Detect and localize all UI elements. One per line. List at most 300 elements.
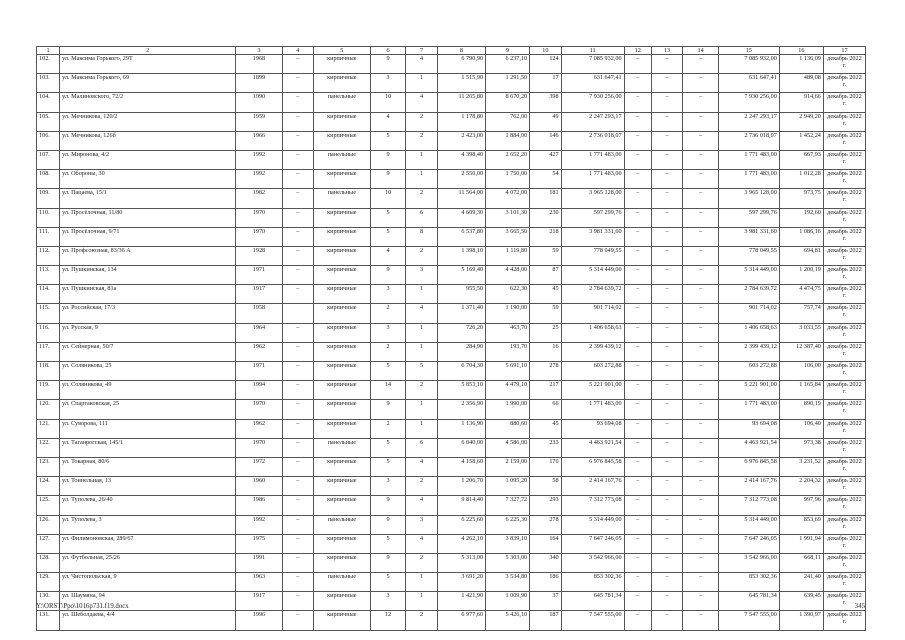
table-cell-col-10: 124 xyxy=(530,55,561,74)
table-cell-col-12: – xyxy=(624,419,651,438)
table-cell-col-17: декабрь 2022 г. xyxy=(823,304,865,323)
table-cell-col-10: 58 xyxy=(530,477,561,496)
table-cell-col-5: кирпичные xyxy=(314,342,371,361)
table-cell-col-6: 9 xyxy=(370,515,406,534)
table-cell-col-8: 11 265,80 xyxy=(437,93,485,112)
table-cell-col-5: кирпичные xyxy=(314,285,371,304)
table-cell-col-8: 1 515,90 xyxy=(437,74,485,93)
table-cell-col-9: 5 303,00 xyxy=(486,553,530,572)
column-number-14: 14 xyxy=(683,47,719,55)
table-cell-col-17: декабрь 2022 г. xyxy=(823,477,865,496)
table-cell-col-4: – xyxy=(282,496,313,515)
table-cell-col-15: 6 976 845,58 xyxy=(718,457,779,476)
table-cell-col-4: – xyxy=(282,611,313,630)
table-cell-col-6: 5 xyxy=(370,573,406,592)
table-cell-col-11: 2 247 293,17 xyxy=(561,112,624,131)
table-cell-col-8: 5 313,00 xyxy=(437,553,485,572)
table-cell-col-3: 1972 xyxy=(236,457,282,476)
table-cell-col-14: – xyxy=(683,208,719,227)
column-number-12: 12 xyxy=(624,47,651,55)
table-cell-col-7: 1 xyxy=(406,400,437,419)
table-cell-col-12: – xyxy=(624,381,651,400)
table-cell-col-8: 6 704,30 xyxy=(437,362,485,381)
table-cell-col-12: – xyxy=(624,74,651,93)
table-cell-col-12: – xyxy=(624,55,651,74)
table-cell-col-11: 4 463 921,54 xyxy=(561,438,624,457)
table-row xyxy=(37,208,866,227)
table-cell-col-14: – xyxy=(683,266,719,285)
table-cell-col-1: 130. xyxy=(37,592,60,611)
table-cell-col-2: ул. Туполева, 26/40 xyxy=(60,496,236,515)
column-number-8: 8 xyxy=(437,47,485,55)
column-number-16: 16 xyxy=(779,47,823,55)
table-cell-col-3: 1992 xyxy=(236,150,282,169)
table-cell-col-17: декабрь 2022 г. xyxy=(823,170,865,189)
table-cell-col-6: 2 xyxy=(370,419,406,438)
table-cell-col-6: 10 xyxy=(370,93,406,112)
table-cell-col-16: 3 231,52 xyxy=(779,457,823,476)
table-cell-col-7: 2 xyxy=(406,112,437,131)
table-cell-col-1: 102. xyxy=(37,55,60,74)
table-cell-col-4: – xyxy=(282,573,313,592)
table-cell-col-5: кирпичные xyxy=(314,323,371,342)
table-cell-col-10: 54 xyxy=(530,170,561,189)
table-cell-col-16: 853,69 xyxy=(779,515,823,534)
table-cell-col-14: – xyxy=(683,93,719,112)
table-cell-col-5: кирпичные xyxy=(314,266,371,285)
table-cell-col-7: 2 xyxy=(406,381,437,400)
table-cell-col-14: – xyxy=(683,304,719,323)
table-cell-col-14: – xyxy=(683,150,719,169)
table-cell-col-13: – xyxy=(651,515,682,534)
table-cell-col-15: 5 314 449,00 xyxy=(718,515,779,534)
table-cell-col-11: 2 784 639,72 xyxy=(561,285,624,304)
table-row xyxy=(37,496,866,515)
table-cell-col-4: – xyxy=(282,266,313,285)
table-cell-col-17: декабрь 2022 г. xyxy=(823,266,865,285)
table-cell-col-14: – xyxy=(683,131,719,150)
table-cell-col-12: – xyxy=(624,150,651,169)
table-cell-col-8: 4 398,40 xyxy=(437,150,485,169)
table-cell-col-6: 14 xyxy=(370,381,406,400)
table-cell-col-3: 1963 xyxy=(236,573,282,592)
table-cell-col-3: 1986 xyxy=(236,496,282,515)
table-cell-col-8: 5 853,10 xyxy=(437,381,485,400)
table-cell-col-16: 757,74 xyxy=(779,304,823,323)
table-cell-col-16: 890,19 xyxy=(779,400,823,419)
table-cell-col-7: 4 xyxy=(406,304,437,323)
table-cell-col-11: 645 781,34 xyxy=(561,592,624,611)
table-cell-col-2: ул. Таганрогская, 145/1 xyxy=(60,438,236,457)
table-cell-col-11: 778 049,55 xyxy=(561,246,624,265)
table-cell-col-12: – xyxy=(624,112,651,131)
table-cell-col-1: 121. xyxy=(37,419,60,438)
column-number-4: 4 xyxy=(282,47,313,55)
table-cell-col-2: ул. Соляникова, 25 xyxy=(60,362,236,381)
column-number-row xyxy=(37,47,866,55)
table-cell-col-17: декабрь 2022 г. xyxy=(823,246,865,265)
table-cell-col-3: 1991 xyxy=(236,553,282,572)
table-cell-col-9: 7 327,72 xyxy=(486,496,530,515)
table-cell-col-17: декабрь 2022 г. xyxy=(823,74,865,93)
table-cell-col-16: 106,40 xyxy=(779,419,823,438)
table-cell-col-13: – xyxy=(651,189,682,208)
table-cell-col-9: 5 691,10 xyxy=(486,362,530,381)
table-cell-col-11: 3 542 966,00 xyxy=(561,553,624,572)
table-cell-col-6: 3 xyxy=(370,74,406,93)
table-cell-col-14: – xyxy=(683,611,719,630)
table-cell-col-4 xyxy=(282,304,313,323)
table-cell-col-9: 1 095,20 xyxy=(486,477,530,496)
table-cell-col-6: 2 xyxy=(370,342,406,361)
table-row xyxy=(37,381,866,400)
table-cell-col-15: 93 694,08 xyxy=(718,419,779,438)
table-cell-col-15: 5 314 449,00 xyxy=(718,266,779,285)
table-cell-col-15: 7 547 555,00 xyxy=(718,611,779,630)
table-cell-col-17: декабрь 2022 г. xyxy=(823,515,865,534)
table-cell-col-17: декабрь 2022 г. xyxy=(823,189,865,208)
table-cell-col-1: 127. xyxy=(37,534,60,553)
table-cell-col-7: 1 xyxy=(406,419,437,438)
table-cell-col-4: – xyxy=(282,246,313,265)
table-cell-col-11: 603 272,88 xyxy=(561,362,624,381)
table-cell-col-10: 25 xyxy=(530,323,561,342)
table-cell-col-11: 1 771 483,00 xyxy=(561,150,624,169)
table-cell-col-4: – xyxy=(282,534,313,553)
table-cell-col-2: ул. Российская, 17/3 xyxy=(60,304,236,323)
table-cell-col-3: 1992 xyxy=(236,170,282,189)
table-cell-col-10: 37 xyxy=(530,592,561,611)
table-cell-col-11: 901 714,02 xyxy=(561,304,624,323)
table-cell-col-7: 3 xyxy=(406,515,437,534)
table-cell-col-17: декабрь 2022 г. xyxy=(823,534,865,553)
table-cell-col-2: ул. Мечникова, 120/2 xyxy=(60,112,236,131)
table-cell-col-14: – xyxy=(683,246,719,265)
table-cell-col-3: 1971 xyxy=(236,362,282,381)
table-cell-col-3: 1960 xyxy=(236,477,282,496)
table-cell-col-15: 2 784 639,72 xyxy=(718,285,779,304)
table-cell-col-8: 1 398,10 xyxy=(437,246,485,265)
table-cell-col-1: 131. xyxy=(37,611,60,630)
table-cell-col-2: ул. Шеболдаева, 4/4 xyxy=(60,611,236,630)
table-cell-col-2: ул. Максима Горького, 69 xyxy=(60,74,236,93)
table-cell-col-7: 2 xyxy=(406,477,437,496)
table-cell-col-14: – xyxy=(683,74,719,93)
table-cell-col-2: ул. Туполева, 3 xyxy=(60,515,236,534)
table-cell-col-17: декабрь 2022 г. xyxy=(823,285,865,304)
table-row xyxy=(37,112,866,131)
table-row xyxy=(37,611,866,630)
table-cell-col-6: 2 xyxy=(370,304,406,323)
table-cell-col-15: 5 221 901,00 xyxy=(718,381,779,400)
table-cell-col-6: 3 xyxy=(370,477,406,496)
table-cell-col-14: – xyxy=(683,553,719,572)
table-cell-col-12: – xyxy=(624,534,651,553)
table-cell-col-7: 4 xyxy=(406,55,437,74)
table-cell-col-6: 5 xyxy=(370,208,406,227)
table-cell-col-10: 87 xyxy=(530,266,561,285)
table-cell-col-10: 45 xyxy=(530,285,561,304)
table-cell-col-10: 233 xyxy=(530,438,561,457)
table-cell-col-15: 778 049,55 xyxy=(718,246,779,265)
table-cell-col-16: 1 452,24 xyxy=(779,131,823,150)
table-cell-col-10: 49 xyxy=(530,112,561,131)
table-cell-col-8: 2 550,00 xyxy=(437,170,485,189)
table-cell-col-12: – xyxy=(624,400,651,419)
table-cell-col-8: 4 609,30 xyxy=(437,208,485,227)
table-cell-col-8: 1 421,90 xyxy=(437,592,485,611)
table-cell-col-1: 129. xyxy=(37,573,60,592)
table-cell-col-11: 5 221 901,00 xyxy=(561,381,624,400)
table-cell-col-6: 4 xyxy=(370,246,406,265)
table-cell-col-15: 2 414 167,76 xyxy=(718,477,779,496)
table-cell-col-8: 1 371,40 xyxy=(437,304,485,323)
table-cell-col-5: панельные xyxy=(314,189,371,208)
table-cell-col-14: – xyxy=(683,438,719,457)
table-row xyxy=(37,477,866,496)
table-cell-col-2: ул. Сейнерная, 50/7 xyxy=(60,342,236,361)
table-cell-col-3: 1990 xyxy=(236,93,282,112)
table-cell-col-4: – xyxy=(282,74,313,93)
table-cell-col-14: – xyxy=(683,55,719,74)
table-cell-col-12: – xyxy=(624,266,651,285)
table-cell-col-9: 622,30 xyxy=(486,285,530,304)
table-row xyxy=(37,362,866,381)
table-cell-col-4: – xyxy=(282,438,313,457)
table-cell-col-9: 6 237,10 xyxy=(486,55,530,74)
table-cell-col-6: 5 xyxy=(370,457,406,476)
table-cell-col-16: 639,45 xyxy=(779,592,823,611)
table-cell-col-15: 3 965 128,00 xyxy=(718,189,779,208)
table-row xyxy=(37,534,866,553)
table-cell-col-2: ул. Спартаковская, 25 xyxy=(60,400,236,419)
table-cell-col-15: 1 771 483,00 xyxy=(718,400,779,419)
table-cell-col-9: 3 101,30 xyxy=(486,208,530,227)
table-cell-col-11: 5 314 449,00 xyxy=(561,515,624,534)
table-cell-col-11: 7 312 773,08 xyxy=(561,496,624,515)
table-cell-col-14: – xyxy=(683,573,719,592)
table-cell-col-6: 9 xyxy=(370,496,406,515)
table-cell-col-16: 973,38 xyxy=(779,438,823,457)
table-cell-col-1: 126. xyxy=(37,515,60,534)
table-cell-col-11: 7 085 932,00 xyxy=(561,55,624,74)
table-cell-col-17: декабрь 2022 г. xyxy=(823,112,865,131)
table-cell-col-4: – xyxy=(282,55,313,74)
table-cell-col-16: 12 387,40 xyxy=(779,342,823,361)
table-cell-col-6: 9 xyxy=(370,400,406,419)
table-cell-col-7: 8 xyxy=(406,227,437,246)
table-cell-col-12: – xyxy=(624,246,651,265)
table-cell-col-6: 3 xyxy=(370,285,406,304)
table-cell-col-3: 1962 xyxy=(236,342,282,361)
table-cell-col-9: 880,60 xyxy=(486,419,530,438)
column-number-3: 3 xyxy=(236,47,282,55)
table-cell-col-13: – xyxy=(651,208,682,227)
table-cell-col-17: декабрь 2022 г. xyxy=(823,55,865,74)
table-cell-col-16: 106,00 xyxy=(779,362,823,381)
table-cell-col-5: кирпичные xyxy=(314,74,371,93)
table-cell-col-2: ул. Пацаева, 15/1 xyxy=(60,189,236,208)
table-cell-col-14: – xyxy=(683,457,719,476)
table-cell-col-5: кирпичные xyxy=(314,304,371,323)
table-cell-col-13: – xyxy=(651,553,682,572)
table-cell-col-8: 2 423,00 xyxy=(437,131,485,150)
table-cell-col-17: декабрь 2022 г. xyxy=(823,150,865,169)
table-cell-col-14: – xyxy=(683,381,719,400)
column-number-2: 2 xyxy=(60,47,236,55)
table-cell-col-17: декабрь 2022 г. xyxy=(823,553,865,572)
table-cell-col-12: – xyxy=(624,285,651,304)
table-cell-col-14: – xyxy=(683,362,719,381)
table-cell-col-8: 6 537,80 xyxy=(437,227,485,246)
table-cell-col-8: 6 040,00 xyxy=(437,438,485,457)
table-cell-col-3: 1962 xyxy=(236,419,282,438)
table-row xyxy=(37,189,866,208)
table-cell-col-10: 66 xyxy=(530,400,561,419)
table-cell-col-1: 118. xyxy=(37,362,60,381)
table-cell-col-5: кирпичные xyxy=(314,246,371,265)
table-cell-col-6: 4 xyxy=(370,112,406,131)
table-cell-col-2: ул. Шаумяна, 94 xyxy=(60,592,236,611)
table-cell-col-17: декабрь 2022 г. xyxy=(823,362,865,381)
table-cell-col-5: панельные xyxy=(314,150,371,169)
table-cell-col-15: 901 714,02 xyxy=(718,304,779,323)
table-cell-col-13: – xyxy=(651,112,682,131)
table-cell-col-9: 3 534,80 xyxy=(486,573,530,592)
table-cell-col-11: 1 406 658,63 xyxy=(561,323,624,342)
table-cell-col-9: 463,70 xyxy=(486,323,530,342)
table-cell-col-17: декабрь 2022 г. xyxy=(823,93,865,112)
table-cell-col-2: ул. Обороны, 30 xyxy=(60,170,236,189)
column-number-15: 15 xyxy=(718,47,779,55)
table-cell-col-13: – xyxy=(651,438,682,457)
column-number-13: 13 xyxy=(651,47,682,55)
table-cell-col-4: – xyxy=(282,112,313,131)
table-cell-col-11: 3 965 128,00 xyxy=(561,189,624,208)
table-cell-col-9: 1 190,00 xyxy=(486,304,530,323)
table-cell-col-16: 1 012,28 xyxy=(779,170,823,189)
table-cell-col-15: 631 647,41 xyxy=(718,74,779,93)
table-cell-col-2: ул. Малиновского, 72/2 xyxy=(60,93,236,112)
table-cell-col-10: 427 xyxy=(530,150,561,169)
table-cell-col-9: 1 291,50 xyxy=(486,74,530,93)
table-cell-col-15: 2 247 293,17 xyxy=(718,112,779,131)
table-cell-col-14: – xyxy=(683,189,719,208)
table-cell-col-13: – xyxy=(651,266,682,285)
table-cell-col-1: 128. xyxy=(37,553,60,572)
table-cell-col-14: – xyxy=(683,534,719,553)
table-cell-col-9: 5 426,10 xyxy=(486,611,530,630)
table-cell-col-9: 2 159,00 xyxy=(486,457,530,476)
table-cell-col-10: 187 xyxy=(530,611,561,630)
table-cell-col-17: декабрь 2022 г. xyxy=(823,592,865,611)
table-cell-col-3: 1966 xyxy=(236,131,282,150)
table-cell-col-1: 120. xyxy=(37,400,60,419)
table-cell-col-3: 1899 xyxy=(236,74,282,93)
table-cell-col-2: ул. Филимоновская, 289/67 xyxy=(60,534,236,553)
table-row xyxy=(37,438,866,457)
table-cell-col-16: 973,75 xyxy=(779,189,823,208)
table-cell-col-5: кирпичные xyxy=(314,592,371,611)
table-cell-col-10: 218 xyxy=(530,227,561,246)
table-cell-col-8: 1 206,70 xyxy=(437,477,485,496)
column-number-1: 1 xyxy=(37,47,60,55)
table-cell-col-16: 1 991,94 xyxy=(779,534,823,553)
table-cell-col-15: 7 647 246,05 xyxy=(718,534,779,553)
table-cell-col-12: – xyxy=(624,304,651,323)
table-cell-col-14: – xyxy=(683,400,719,419)
table-cell-col-13: – xyxy=(651,573,682,592)
table-cell-col-16: 4 474,75 xyxy=(779,285,823,304)
table-cell-col-14: – xyxy=(683,323,719,342)
table-row xyxy=(37,170,866,189)
table-cell-col-2: ул. Тоннельная, 13 xyxy=(60,477,236,496)
table-cell-col-11: 5 314 449,00 xyxy=(561,266,624,285)
table-cell-col-16: 2 204,32 xyxy=(779,477,823,496)
column-number-6: 6 xyxy=(370,47,406,55)
table-cell-col-13: – xyxy=(651,362,682,381)
table-cell-col-10: 59 xyxy=(530,304,561,323)
table-cell-col-10: 181 xyxy=(530,189,561,208)
table-cell-col-2: ул. Профсоюзная, 83/36 А xyxy=(60,246,236,265)
table-cell-col-2: ул. Пушкинская, 81а xyxy=(60,285,236,304)
table-cell-col-2: ул. Чистопольская, 9 xyxy=(60,573,236,592)
table-cell-col-7: 2 xyxy=(406,246,437,265)
table-cell-col-5: кирпичные xyxy=(314,553,371,572)
table-cell-col-12: – xyxy=(624,515,651,534)
table-cell-col-15: 597 299,76 xyxy=(718,208,779,227)
footer-file-path: Y:\ORST\Ppo\1016p731.f19.docx xyxy=(36,603,129,610)
table-cell-col-4: – xyxy=(282,150,313,169)
table-cell-col-2: ул. Просёлочная, 11/80 xyxy=(60,208,236,227)
table-cell-col-13: – xyxy=(651,496,682,515)
table-row xyxy=(37,285,866,304)
table-cell-col-4: – xyxy=(282,93,313,112)
table-cell-col-15: 3 542 966,00 xyxy=(718,553,779,572)
table-cell-col-16: 997,96 xyxy=(779,496,823,515)
table-cell-col-10: 59 xyxy=(530,246,561,265)
table-cell-col-17: декабрь 2022 г. xyxy=(823,438,865,457)
table-cell-col-13: – xyxy=(651,246,682,265)
table-cell-col-12: – xyxy=(624,93,651,112)
table-cell-col-2: ул. Миронова, 4/2 xyxy=(60,150,236,169)
table-cell-col-10: 17 xyxy=(530,74,561,93)
table-cell-col-10: 186 xyxy=(530,573,561,592)
table-cell-col-6: 3 xyxy=(370,592,406,611)
table-cell-col-15: 4 463 921,54 xyxy=(718,438,779,457)
table-cell-col-10: 217 xyxy=(530,381,561,400)
table-cell-col-15: 1 771 483,00 xyxy=(718,150,779,169)
table-cell-col-9: 2 652,20 xyxy=(486,150,530,169)
table-cell-col-5: кирпичные xyxy=(314,611,371,630)
table-cell-col-7: 3 xyxy=(406,266,437,285)
table-cell-col-5: кирпичные xyxy=(314,419,371,438)
table-cell-col-1: 105. xyxy=(37,112,60,131)
table-row xyxy=(37,457,866,476)
table-cell-col-16: 694,81 xyxy=(779,246,823,265)
table-row xyxy=(37,131,866,150)
table-cell-col-14: – xyxy=(683,227,719,246)
table-cell-col-13: – xyxy=(651,477,682,496)
table-cell-col-10: 230 xyxy=(530,208,561,227)
table-cell-col-11: 7 547 555,00 xyxy=(561,611,624,630)
column-number-7: 7 xyxy=(406,47,437,55)
table-cell-col-16: 1 086,16 xyxy=(779,227,823,246)
table-cell-col-10: 170 xyxy=(530,457,561,476)
table-cell-col-15: 603 272,88 xyxy=(718,362,779,381)
table-row xyxy=(37,592,866,611)
table-cell-col-15: 7 312 773,08 xyxy=(718,496,779,515)
